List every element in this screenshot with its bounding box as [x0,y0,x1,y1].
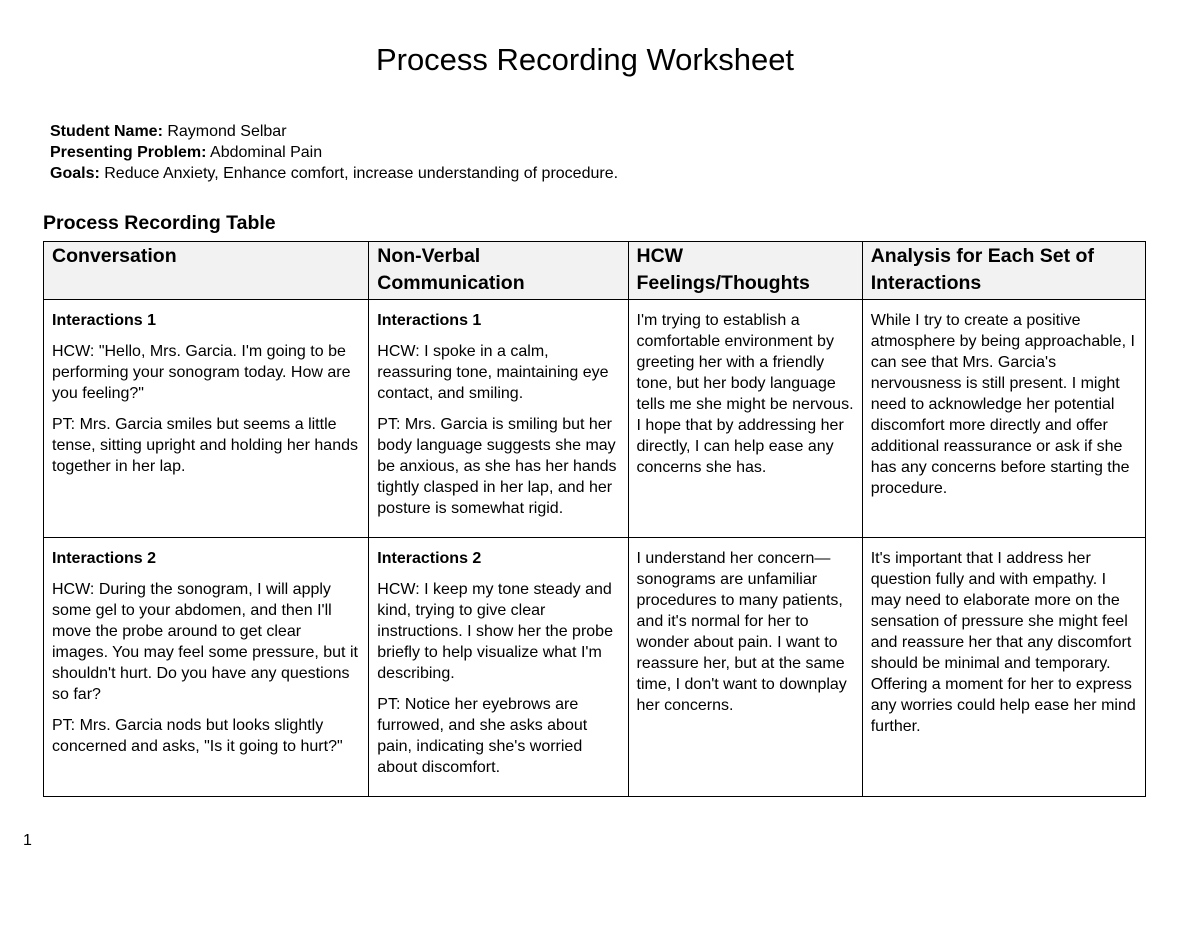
pt-statement: PT: Mrs. Garcia nods but looks slightly concerned and asks, "Is it going to hurt?" [52,717,343,755]
feelings-cell [628,300,862,538]
hcw-statement: HCW: "Hello, Mrs. Garcia. I'm going to be performing your sonogram today. How are you feeling?" [52,343,351,402]
conversation-cell [44,538,369,797]
analysis-text: It's important that I address her question fully and with empathy. I may need to elaborate more on the sensation of pressure she might feel and reassure her that any discomfort should be minimal and temporary. Offering a moment for her to express any worries could help ease her mind further. [870,550,1136,735]
interaction-title: Interactions 2 [52,550,157,567]
header-feelings-line2: Feelings/Thoughts [636,272,810,294]
analysis-text: While I try to create a positive atmosphere by being approachable, I can see that Mrs. Garcia's nervousness is still present. I might need to acknowledge her potential discomfort more directly and offer additional reassurance or ask if she has any concerns before starting the procedure. [870,312,1135,497]
hcw-nonverbal: HCW: I spoke in a calm, reassuring tone, maintaining eye contact, and smiling. [377,343,609,402]
student-name-value: Raymond Selbar [162,123,287,140]
student-name-label: Student Name: [50,123,163,140]
header-nonverbal [369,242,628,300]
header-nonverbal-line1: Non-Verbal [377,245,481,267]
analysis-cell [862,538,1145,797]
analysis-cell [862,300,1145,538]
nonverbal-cell [369,300,628,538]
table-row [44,300,1146,538]
process-recording-table [43,241,1146,797]
student-name-line [50,121,618,142]
feelings-text: I'm trying to establish a comfortable environment by greeting her with a friendly tone, but her body language tells me she might be nervous. I hope that by addressing her directly, I can help ease any concerns she has. [636,312,854,476]
header-feelings-line1: HCW [636,245,684,267]
page-title: Process Recording Worksheet [375,42,795,77]
header-conversation [44,242,369,300]
header-analysis-label: Analysis for Each Set of Interactions [870,245,1094,294]
hcw-nonverbal: HCW: I keep my tone steady and kind, trying to give clear instructions. I show her the probe briefly to help visualize what I'm describing. [377,581,613,682]
page-number: 1 [23,832,32,849]
header-feelings [628,242,862,300]
presenting-problem-line [50,142,618,163]
interaction-title: Interactions 2 [377,550,482,567]
pt-statement: PT: Mrs. Garcia smiles but seems a little tense, sitting upright and holding her hands together in her lap. [52,416,358,475]
presenting-problem-value: Abdominal Pain [206,144,323,161]
pt-nonverbal: PT: Notice her eyebrows are furrowed, and she asks about pain, indicating she's worried about discomfort. [377,696,588,776]
student-info [50,121,618,184]
feelings-text: I understand her concern—sonograms are unfamiliar procedures to many patients, and it's normal for her to wonder about pain. I want to reassure her, but at the same time, I don't want to downplay her concerns. [636,550,847,714]
table-header-row [44,242,1146,300]
goals-line [50,163,618,184]
header-nonverbal-line2: Communication [377,272,525,294]
goals-value: Reduce Anxiety, Enhance comfort, increase understanding of procedure. [99,165,619,182]
presenting-problem-label: Presenting Problem: [50,144,207,161]
pt-nonverbal: PT: Mrs. Garcia is smiling but her body language suggests she may be anxious, as she has her hands tightly clasped in her lap, and her posture is somewhat rigid. [377,416,617,517]
header-conversation-label: Conversation [52,245,177,267]
header-analysis [862,242,1145,300]
interaction-title: Interactions 1 [52,312,157,329]
feelings-cell [628,538,862,797]
table-row [44,538,1146,797]
nonverbal-cell [369,538,628,797]
table-heading: Process Recording Table [43,212,276,234]
interaction-title: Interactions 1 [377,312,482,329]
conversation-cell [44,300,369,538]
goals-label: Goals: [50,165,100,182]
hcw-statement: HCW: During the sonogram, I will apply some gel to your abdomen, and then I'll move the probe around to get clear images. You may feel some pressure, but it shouldn't hurt. Do you have any questions so far? [52,581,358,703]
